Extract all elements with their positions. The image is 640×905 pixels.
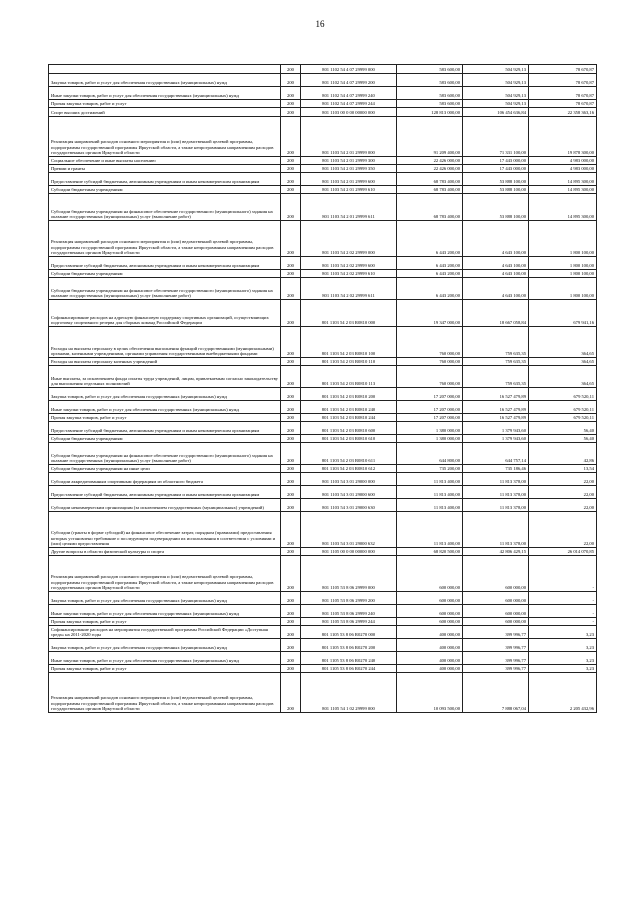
row-fact: 17 443 000,00 xyxy=(463,165,529,173)
row-glava: 200 xyxy=(281,157,301,165)
row-diff: 78 670,87 xyxy=(529,87,597,100)
table-row xyxy=(49,626,597,639)
row-kbk: 801 1105 53 8 06 29999 200 xyxy=(301,592,397,605)
row-fact: 11 813 378,00 xyxy=(463,473,529,486)
row-glava: 200 xyxy=(281,270,301,278)
row-kbk: 801 1105 53 8 06 R0270 000 xyxy=(301,626,397,639)
row-name: Закупка товаров, работ и услуг для обеспечения государственных (муниципальных) нужд xyxy=(49,592,281,605)
row-diff: 679 520,11 xyxy=(529,414,597,422)
row-diff: 364,65 xyxy=(529,327,597,358)
row-plan: 11 813 400,00 xyxy=(397,473,463,486)
table-row xyxy=(49,366,597,388)
row-fact: 53 888 100,00 xyxy=(463,173,529,186)
row-plan: 583 600,00 xyxy=(397,87,463,100)
table-row xyxy=(49,665,597,673)
row-glava: 200 xyxy=(281,117,301,157)
table-row xyxy=(49,100,597,108)
row-diff: 1 800 100,00 xyxy=(529,278,597,300)
row-diff: 22 358 363,16 xyxy=(529,108,597,117)
table-row xyxy=(49,270,597,278)
row-fact: 17 443 000,00 xyxy=(463,157,529,165)
row-diff: 22,00 xyxy=(529,486,597,499)
table-row xyxy=(49,673,597,713)
row-fact: 53 888 100,00 xyxy=(463,186,529,194)
row-glava: 200 xyxy=(281,548,301,556)
row-plan: 17 207 000,00 xyxy=(397,401,463,414)
row-kbk: 801 1105 00 0 00 00000 000 xyxy=(301,548,397,556)
row-plan: 6 443 200,00 xyxy=(397,270,463,278)
row-kbk: 801 1105 53 8 06 29999 240 xyxy=(301,605,397,618)
row-name: Социальное обеспечение и иные выплаты населению xyxy=(49,157,281,165)
row-glava: 200 xyxy=(281,257,301,270)
table-row xyxy=(49,435,597,443)
row-fact: 399 996,77 xyxy=(463,639,529,652)
row-fact: 759 635,35 xyxy=(463,358,529,366)
table-row xyxy=(49,65,597,74)
row-diff: 14 895 300,00 xyxy=(529,194,597,221)
row-plan: 68 783 400,00 xyxy=(397,194,463,221)
row-plan: 68 783 400,00 xyxy=(397,173,463,186)
row-glava: 200 xyxy=(281,618,301,626)
table-row xyxy=(49,443,597,465)
row-diff: 1 800 100,00 xyxy=(529,221,597,257)
row-glava: 200 xyxy=(281,186,301,194)
row-glava: 200 xyxy=(281,173,301,186)
row-name: Предоставление субсидий бюджетным, автономным учреждениям и иным некоммерческим организациям xyxy=(49,257,281,270)
row-plan: 11 813 400,00 xyxy=(397,486,463,499)
row-glava: 200 xyxy=(281,639,301,652)
table-row xyxy=(49,639,597,652)
row-kbk: 801 1103 54 2 01 29999 000 xyxy=(301,117,397,157)
row-kbk: 801 1103 54 2 02 29999 611 xyxy=(301,278,397,300)
table-row xyxy=(49,414,597,422)
row-fact: 106 454 636,84 xyxy=(463,108,529,117)
row-plan: 19 347 000,00 xyxy=(397,300,463,327)
row-diff: 26 014 070,85 xyxy=(529,548,597,556)
row-plan: 600 000,00 xyxy=(397,556,463,592)
row-kbk: 801 1103 54 3 01 29000 600 xyxy=(301,486,397,499)
row-kbk: 801 1103 54 2 03 R0810 240 xyxy=(301,401,397,414)
row-fact: 4 643 100,00 xyxy=(463,270,529,278)
row-fact: 11 813 378,00 xyxy=(463,499,529,512)
row-diff: 19 878 300,00 xyxy=(529,117,597,157)
row-name: Иные закупки товаров, работ и услуг для обеспечения государственных (муниципальных) нужд xyxy=(49,605,281,618)
row-fact: 11 813 378,00 xyxy=(463,512,529,548)
row-plan: 1 380 000,00 xyxy=(397,422,463,435)
row-name: Реализация направлений расходов основного мероприятия и (или) ведомственной целевой программы, подпрограммы государственной программы Иркутской области, а также непрограммным направлениям расходов государственных органов Иркутской области xyxy=(49,556,281,592)
table-row xyxy=(49,548,597,556)
row-kbk: 801 1105 54 1 02 29999 000 xyxy=(301,673,397,713)
row-fact: 16 527 479,89 xyxy=(463,414,529,422)
row-kbk: 801 1103 54 2 01 29999 611 xyxy=(301,194,397,221)
row-diff: 22,00 xyxy=(529,499,597,512)
row-fact: 4 643 100,00 xyxy=(463,278,529,300)
row-name: Субсидии бюджетным учреждениям xyxy=(49,186,281,194)
row-fact: 399 996,77 xyxy=(463,626,529,639)
row-fact: 1 379 943,60 xyxy=(463,422,529,435)
table-row xyxy=(49,358,597,366)
table-row xyxy=(49,618,597,626)
row-name: Закупка товаров, работ и услуг для обеспечения государственных (муниципальных) нужд xyxy=(49,388,281,401)
row-name xyxy=(49,65,281,74)
row-plan: 17 207 000,00 xyxy=(397,388,463,401)
row-diff: - xyxy=(529,618,597,626)
row-diff: 56,40 xyxy=(529,435,597,443)
row-name: Иные закупки товаров, работ и услуг для обеспечения государственных (муниципальных) нужд xyxy=(49,87,281,100)
row-plan: 1 380 000,00 xyxy=(397,435,463,443)
table-row xyxy=(49,194,597,221)
row-glava: 200 xyxy=(281,486,301,499)
table-row xyxy=(49,401,597,414)
table-row xyxy=(49,165,597,173)
row-diff: 42,86 xyxy=(529,443,597,465)
row-name: Расходы на выплаты персоналу казенных учреждений xyxy=(49,358,281,366)
table-row xyxy=(49,278,597,300)
row-kbk: 801 1105 53 8 06 R0270 200 xyxy=(301,639,397,652)
row-diff: 78 670,87 xyxy=(529,65,597,74)
row-kbk: 801 1103 54 2 03 R0810 000 xyxy=(301,300,397,327)
row-fact: 504 929,13 xyxy=(463,100,529,108)
row-plan: 583 600,00 xyxy=(397,65,463,74)
table-row xyxy=(49,327,597,358)
row-fact: 600 000,00 xyxy=(463,556,529,592)
row-glava: 200 xyxy=(281,556,301,592)
row-fact: 42 806 429,15 xyxy=(463,548,529,556)
row-name: Иные закупки товаров, работ и услуг для обеспечения государственных (муниципальных) нужд xyxy=(49,652,281,665)
row-plan: 760 000,00 xyxy=(397,327,463,358)
row-plan: 400 000,00 xyxy=(397,639,463,652)
row-plan: 760 000,00 xyxy=(397,366,463,388)
row-plan: 600 000,00 xyxy=(397,592,463,605)
row-glava: 200 xyxy=(281,401,301,414)
row-name: Предоставление субсидий бюджетным, автономным учреждениям и иным некоммерческим организациям xyxy=(49,173,281,186)
row-plan: 91 209 400,00 xyxy=(397,117,463,157)
row-glava: 200 xyxy=(281,465,301,473)
row-glava: 200 xyxy=(281,74,301,87)
row-glava: 200 xyxy=(281,443,301,465)
row-glava: 200 xyxy=(281,278,301,300)
row-diff: 3,23 xyxy=(529,665,597,673)
row-name: Прочая закупка товаров, работ и услуг xyxy=(49,618,281,626)
row-fact: 16 527 479,89 xyxy=(463,401,529,414)
row-name: Другие вопросы в области физической культуры и спорта xyxy=(49,548,281,556)
row-glava: 200 xyxy=(281,512,301,548)
row-name: Закупка товаров, работ и услуг для обеспечения государственных (муниципальных) нужд xyxy=(49,639,281,652)
row-fact: 11 813 378,00 xyxy=(463,486,529,499)
row-glava: 200 xyxy=(281,358,301,366)
row-fact: 399 996,77 xyxy=(463,652,529,665)
row-kbk: 801 1103 54 2 03 R0810 110 xyxy=(301,358,397,366)
row-kbk: 801 1103 54 2 02 29999 610 xyxy=(301,270,397,278)
table-row xyxy=(49,486,597,499)
table-body xyxy=(49,65,597,713)
row-kbk: 801 1103 54 2 01 29999 610 xyxy=(301,186,397,194)
row-diff: - xyxy=(529,592,597,605)
row-name: Реализация направлений расходов основного мероприятия и (или) ведомственной целевой программы, подпрограммы государственной программы Иркутской области, а также непрограммным направлениям расходов государственных органов Иркутской области xyxy=(49,673,281,713)
row-glava: 200 xyxy=(281,665,301,673)
row-kbk: 801 1103 54 2 03 R0810 612 xyxy=(301,465,397,473)
table-row xyxy=(49,117,597,157)
row-fact: 7 888 067,04 xyxy=(463,673,529,713)
row-fact: 759 635,35 xyxy=(463,327,529,358)
row-kbk: 801 1103 54 2 01 29999 300 xyxy=(301,157,397,165)
row-kbk: 801 1105 53 8 06 29999 244 xyxy=(301,618,397,626)
row-plan: 22 426 000,00 xyxy=(397,157,463,165)
row-name: Прочая закупка товаров, работ и услуг xyxy=(49,414,281,422)
row-name: Субсидии аккредитованным спортивным федерациям из областного бюджета xyxy=(49,473,281,486)
row-glava: 200 xyxy=(281,652,301,665)
row-diff: 4 983 000,00 xyxy=(529,157,597,165)
row-name: Субсидии некоммерческим организациям (за исключением государственных (муниципальных) учреждений) xyxy=(49,499,281,512)
row-glava: 200 xyxy=(281,194,301,221)
table-row xyxy=(49,186,597,194)
row-glava: 200 xyxy=(281,499,301,512)
row-kbk: 801 1103 54 2 02 29999 600 xyxy=(301,257,397,270)
row-kbk: 801 1103 54 3 01 29000 630 xyxy=(301,499,397,512)
row-plan: 6 443 200,00 xyxy=(397,278,463,300)
table-row xyxy=(49,652,597,665)
row-name: Субсидии бюджетным учреждениям на финансовое обеспечение государственного (муниципального) задания на оказание государственных (муниципальных) услуг (выполнение работ) xyxy=(49,194,281,221)
table-row xyxy=(49,422,597,435)
row-diff: 14 895 300,00 xyxy=(529,173,597,186)
row-glava: 200 xyxy=(281,366,301,388)
table-row xyxy=(49,592,597,605)
row-fact: 759 635,35 xyxy=(463,366,529,388)
row-diff: 1 800 100,00 xyxy=(529,257,597,270)
table-row xyxy=(49,465,597,473)
row-glava: 200 xyxy=(281,605,301,618)
row-glava: 200 xyxy=(281,108,301,117)
row-name: Реализация направлений расходов основного мероприятия и (или) ведомственной целевой программы, подпрограммы государственной программы Иркутской области, а также непрограммным направлениям расходов государственных органов Иркутской области xyxy=(49,117,281,157)
row-name: Субсидии бюджетным учреждениям xyxy=(49,270,281,278)
row-fact: 18 667 058,84 xyxy=(463,300,529,327)
row-plan: 735 200,00 xyxy=(397,465,463,473)
row-glava: 200 xyxy=(281,435,301,443)
row-diff: 14 895 300,00 xyxy=(529,186,597,194)
row-diff: 679 520,11 xyxy=(529,401,597,414)
row-glava: 200 xyxy=(281,414,301,422)
table-row xyxy=(49,74,597,87)
row-fact: 399 996,77 xyxy=(463,665,529,673)
row-glava: 200 xyxy=(281,422,301,435)
row-plan: 600 000,00 xyxy=(397,618,463,626)
row-fact: 53 888 100,00 xyxy=(463,194,529,221)
row-plan: 400 000,00 xyxy=(397,652,463,665)
row-glava: 200 xyxy=(281,65,301,74)
row-fact: 600 000,00 xyxy=(463,618,529,626)
row-plan: 400 000,00 xyxy=(397,665,463,673)
row-plan: 583 600,00 xyxy=(397,100,463,108)
row-kbk: 801 1103 54 2 03 R0810 200 xyxy=(301,388,397,401)
row-name: Иные выплаты, за исключением фонда оплаты труда учреждений, лицам, привлекаемым согласно законодательству для выполнения отдельных полномочий xyxy=(49,366,281,388)
row-plan: 11 813 400,00 xyxy=(397,499,463,512)
row-plan: 583 600,00 xyxy=(397,74,463,87)
row-glava: 200 xyxy=(281,673,301,713)
row-plan: 644 800,00 xyxy=(397,443,463,465)
row-fact: 600 000,00 xyxy=(463,592,529,605)
row-fact: 16 527 479,89 xyxy=(463,388,529,401)
row-kbk: 801 1102 54 4 07 29999 200 xyxy=(301,74,397,87)
row-kbk: 801 1102 54 4 07 29999 000 xyxy=(301,65,397,74)
row-fact: 4 643 100,00 xyxy=(463,257,529,270)
row-glava: 200 xyxy=(281,327,301,358)
row-glava: 200 xyxy=(281,592,301,605)
row-plan: 22 426 000,00 xyxy=(397,165,463,173)
row-plan: 6 443 200,00 xyxy=(397,221,463,257)
row-diff: 56,40 xyxy=(529,422,597,435)
row-kbk: 801 1103 54 2 03 R0810 600 xyxy=(301,422,397,435)
row-fact: 1 379 943,60 xyxy=(463,435,529,443)
row-plan: 10 093 500,00 xyxy=(397,673,463,713)
row-diff: 364,65 xyxy=(529,358,597,366)
row-name: Прочая закупка товаров, работ и услуг xyxy=(49,100,281,108)
row-diff: 3,23 xyxy=(529,652,597,665)
row-plan: 68 783 400,00 xyxy=(397,186,463,194)
row-kbk: 801 1103 54 2 03 R0810 113 xyxy=(301,366,397,388)
row-diff: 22,00 xyxy=(529,512,597,548)
row-diff: 679 520,11 xyxy=(529,388,597,401)
row-name: Иные закупки товаров, работ и услуг для обеспечения государственных (муниципальных) нужд xyxy=(49,401,281,414)
row-kbk: 801 1102 54 4 07 29999 240 xyxy=(301,87,397,100)
row-kbk: 801 1103 54 2 03 R0810 610 xyxy=(301,435,397,443)
row-name: Субсидии бюджетным учреждениям xyxy=(49,435,281,443)
row-plan: 68 820 500,00 xyxy=(397,548,463,556)
table-row xyxy=(49,221,597,257)
row-kbk: 801 1103 54 2 03 R0810 244 xyxy=(301,414,397,422)
table-row xyxy=(49,605,597,618)
row-name: Предоставление субсидий бюджетным, автономным учреждениям и иным некоммерческим организациям xyxy=(49,422,281,435)
row-kbk: 801 1103 54 3 01 29000 000 xyxy=(301,473,397,486)
row-fact: 504 929,13 xyxy=(463,74,529,87)
row-name: Софинансирование расходов на мероприятия государственной программы Российской Федерации «Доступная среда» на 2011-2020 годы xyxy=(49,626,281,639)
row-fact: 600 000,00 xyxy=(463,605,529,618)
row-diff: 364,65 xyxy=(529,366,597,388)
budget-execution-table xyxy=(48,64,597,713)
row-kbk: 801 1103 54 2 01 29999 600 xyxy=(301,173,397,186)
row-name: Субсидии бюджетным учреждениям на финансовое обеспечение государственного (муниципального) задания на оказание государственных (муниципальных) услуг (выполнение работ) xyxy=(49,278,281,300)
row-glava: 200 xyxy=(281,626,301,639)
table-row xyxy=(49,257,597,270)
table-row xyxy=(49,512,597,548)
row-diff: 2 205 432,96 xyxy=(529,673,597,713)
row-plan: 760 000,00 xyxy=(397,358,463,366)
row-diff: 22,00 xyxy=(529,473,597,486)
row-kbk: 801 1105 53 8 06 R0270 244 xyxy=(301,665,397,673)
row-kbk: 801 1105 53 8 06 29999 000 xyxy=(301,556,397,592)
row-name: Субсидии бюджетным учреждениям на финансовое обеспечение государственного (муниципального) задания на оказание государственных (муниципальных) услуг (выполнение работ) xyxy=(49,443,281,465)
row-fact: 735 186,46 xyxy=(463,465,529,473)
row-glava: 200 xyxy=(281,100,301,108)
row-fact: 71 331 100,00 xyxy=(463,117,529,157)
row-plan: 400 000,00 xyxy=(397,626,463,639)
row-diff: 78 670,87 xyxy=(529,100,597,108)
row-diff: 13,54 xyxy=(529,465,597,473)
row-glava: 200 xyxy=(281,221,301,257)
row-kbk: 801 1102 54 4 07 29999 244 xyxy=(301,100,397,108)
row-plan: 6 443 200,00 xyxy=(397,257,463,270)
row-fact: 504 929,13 xyxy=(463,87,529,100)
row-glava: 200 xyxy=(281,388,301,401)
row-diff: 3,23 xyxy=(529,639,597,652)
row-kbk: 801 1103 54 2 03 R0810 100 xyxy=(301,327,397,358)
row-diff: 1 800 100,00 xyxy=(529,270,597,278)
row-glava: 200 xyxy=(281,87,301,100)
row-glava: 200 xyxy=(281,300,301,327)
row-kbk: 801 1103 54 3 01 29000 632 xyxy=(301,512,397,548)
row-fact: 4 643 100,00 xyxy=(463,221,529,257)
row-name: Предоставление субсидий бюджетным, автономным учреждениям и иным некоммерческим организациям xyxy=(49,486,281,499)
row-name: Премии и гранты xyxy=(49,165,281,173)
row-name: Спорт высших достижений xyxy=(49,108,281,117)
row-kbk: 801 1103 54 2 02 29999 000 xyxy=(301,221,397,257)
row-plan: 600 000,00 xyxy=(397,605,463,618)
row-glava: 200 xyxy=(281,473,301,486)
table-row xyxy=(49,388,597,401)
table-row xyxy=(49,556,597,592)
row-plan: 17 207 000,00 xyxy=(397,414,463,422)
row-diff: 4 983 000,00 xyxy=(529,165,597,173)
row-plan: 11 813 400,00 xyxy=(397,512,463,548)
row-name: Реализация направлений расходов основного мероприятия и (или) ведомственной целевой программы, подпрограммы государственной программы Иркутской области, а также непрограммным направлениям расходов государственных органов Иркутской области xyxy=(49,221,281,257)
row-name: Закупка товаров, работ и услуг для обеспечения государственных (муниципальных) нужд xyxy=(49,74,281,87)
row-kbk: 801 1103 00 0 00 00000 000 xyxy=(301,108,397,117)
table-row xyxy=(49,157,597,165)
page-number: 16 xyxy=(315,19,325,29)
row-kbk: 801 1105 53 8 06 R0270 240 xyxy=(301,652,397,665)
row-name: Прочая закупка товаров, работ и услуг xyxy=(49,665,281,673)
table-row xyxy=(49,300,597,327)
row-diff: 3,23 xyxy=(529,626,597,639)
row-name: Субсидии бюджетным учреждениям на иные цели xyxy=(49,465,281,473)
row-diff: 679 941,16 xyxy=(529,300,597,327)
row-fact: 504 929,13 xyxy=(463,65,529,74)
table-row xyxy=(49,173,597,186)
row-plan: 128 813 000,00 xyxy=(397,108,463,117)
table-row xyxy=(49,108,597,117)
row-diff: - xyxy=(529,605,597,618)
row-diff: - xyxy=(529,556,597,592)
table-row xyxy=(49,87,597,100)
row-glava: 200 xyxy=(281,165,301,173)
row-kbk: 801 1103 54 2 03 R0810 611 xyxy=(301,443,397,465)
row-diff: 78 670,87 xyxy=(529,74,597,87)
table-row xyxy=(49,499,597,512)
row-name: Субсидии (гранты в форме субсидий) на финансовое обеспечение затрат, порядком (правилами) предоставления которых установлено требование о последующем подтверждении их использования в соответствии с условиями и (или) целями предоставления xyxy=(49,512,281,548)
row-name: Софинансирование расходов на адресную финансовую поддержку спортивных организаций, осуществляющих подготовку спортивного резерва для сборных команд Российской Федерации xyxy=(49,300,281,327)
row-kbk: 801 1103 54 2 01 29999 350 xyxy=(301,165,397,173)
row-fact: 644 757,14 xyxy=(463,443,529,465)
table-row xyxy=(49,473,597,486)
row-name: Расходы на выплаты персоналу в целях обеспечения выполнения функций государственными (муниципальными) органами, казенными учреждениями, органами управления государственными внебюджетными фондами xyxy=(49,327,281,358)
